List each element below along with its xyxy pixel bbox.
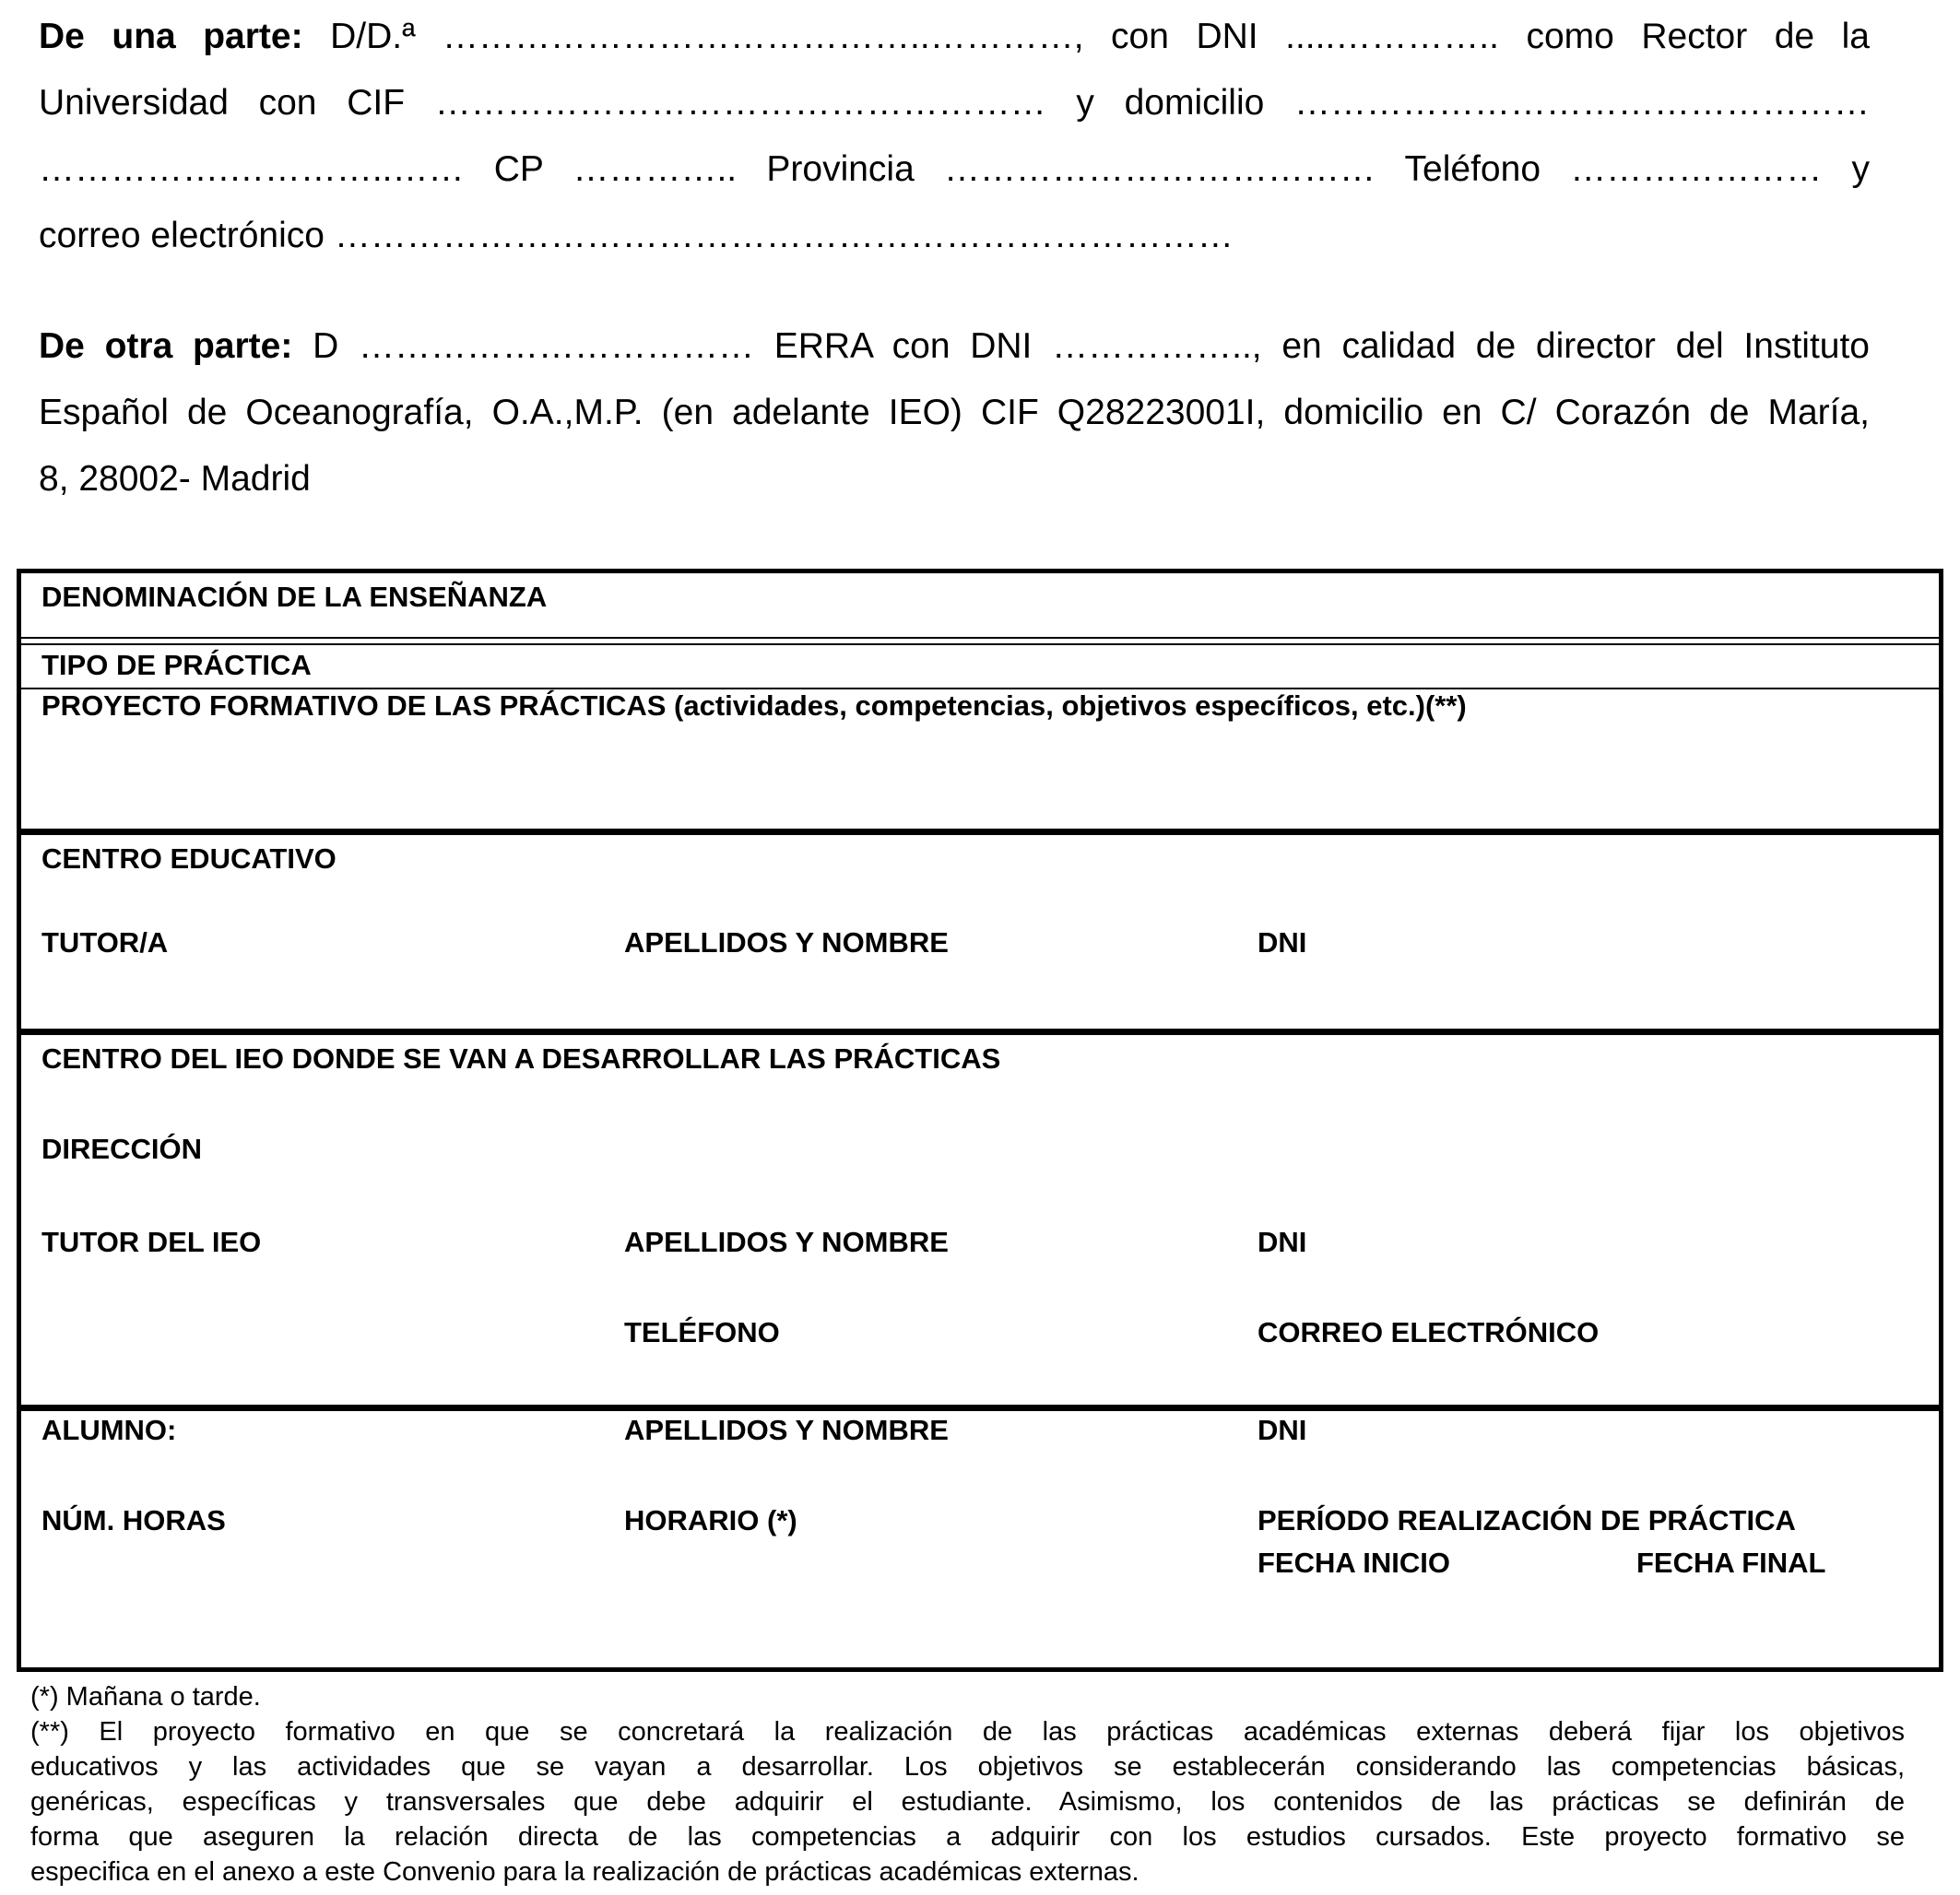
- centro-ieo-label: CENTRO DEL IEO DONDE SE VAN A DESARROLLAR LAS PRÁCTICAS: [41, 1042, 1001, 1075]
- dni-label: DNI: [1257, 926, 1307, 959]
- periodo-realizacion-label: PERÍODO REALIZACIÓN DE PRÁCTICA: [1257, 1504, 1796, 1536]
- direccion-label: DIRECCIÓN: [41, 1133, 202, 1165]
- fecha-inicio-label: FECHA INICIO: [1257, 1547, 1450, 1579]
- tutor-ieo-label: TUTOR DEL IEO: [41, 1226, 262, 1258]
- row-divider: [21, 643, 1939, 645]
- footnote-2-line: educativos y las actividades que se vayan a desarrollar. Los objetivos se establecerán considerando las competencias básicas,: [30, 1752, 1905, 1782]
- footnote-1: (*) Mañana o tarde.: [30, 1682, 261, 1712]
- dni-label: DNI: [1257, 1414, 1307, 1446]
- party-one-line-3: …………….…………..…… CP ………….. Provincia ……………………………… Teléfono ………………… y: [39, 149, 1870, 189]
- apellidos-nombre-label: APELLIDOS Y NOMBRE: [624, 926, 949, 959]
- party-one-line-1: De una parte: D/D.ª …………………………………..…………, con DNI .....………….. como Rector de la: [39, 17, 1870, 56]
- num-horas-label: NÚM. HORAS: [41, 1504, 226, 1536]
- section-centro-ieo: [17, 1029, 1943, 1411]
- party-two-line-3: 8, 28002- Madrid: [39, 459, 311, 499]
- party-two-line-1: De otra parte: D …………………………… ERRA con DNI …………….., en calidad de director del Instituto: [39, 326, 1870, 366]
- tutor-a-label: TUTOR/A: [41, 926, 169, 959]
- footnotes: [30, 1679, 1905, 1889]
- party-two-line-2: Español de Oceanografía, O.A.,M.P. (en adelante IEO) CIF Q28223001I, domicilio en C/ Corazón de María,: [39, 393, 1870, 432]
- party-one-paragraph: [39, 4, 1870, 269]
- section-alumno: [17, 1405, 1943, 1672]
- tipo-practica-label: TIPO DE PRÁCTICA: [41, 649, 312, 681]
- footnote-2-line: (**) El proyecto formativo en que se concretará la realización de las prácticas académicas externas deberá fijar los objetivos: [30, 1717, 1905, 1747]
- alumno-label: ALUMNO:: [41, 1414, 177, 1446]
- footnote-2-line: especifica en el anexo a este Convenio para la realización de prácticas académicas externas.: [30, 1857, 1139, 1887]
- party-two-paragraph: [39, 313, 1870, 512]
- apellidos-nombre-label: APELLIDOS Y NOMBRE: [624, 1414, 949, 1446]
- party-one-label: De una parte:: [39, 17, 303, 56]
- proyecto-formativo-label: PROYECTO FORMATIVO DE LAS PRÁCTICAS (actividades, competencias, objetivos específicos, etc.)(**): [41, 689, 1467, 722]
- party-two-label: De otra parte:: [39, 326, 293, 366]
- row-divider: [21, 637, 1939, 639]
- dni-label: DNI: [1257, 1226, 1307, 1258]
- party-one-line-2: Universidad con CIF …………………………………………… y domicilio …………………………………………: [39, 83, 1870, 123]
- apellidos-nombre-label: APELLIDOS Y NOMBRE: [624, 1226, 949, 1258]
- denominacion-label: DENOMINACIÓN DE LA ENSEÑANZA: [41, 581, 548, 613]
- section-ensenanza: [17, 569, 1943, 835]
- footnote-2-line: genéricas, específicas y transversales que debe adquirir el estudiante. Asimismo, los contenidos de las prácticas se definirán de: [30, 1787, 1905, 1817]
- fecha-final-label: FECHA FINAL: [1636, 1547, 1826, 1579]
- telefono-label: TELÉFONO: [624, 1316, 780, 1348]
- party-one-line-4: correo electrónico …………………………………………………………………: [39, 216, 1234, 255]
- correo-electronico-label: CORREO ELECTRÓNICO: [1257, 1316, 1600, 1348]
- horario-label: HORARIO (*): [624, 1504, 797, 1536]
- section-centro-educativo: [17, 829, 1943, 1035]
- centro-educativo-label: CENTRO EDUCATIVO: [41, 842, 337, 875]
- footnote-2-line: forma que aseguren la relación directa de las competencias a adquirir con los estudios cursados. Este proyecto formativo se: [30, 1822, 1905, 1852]
